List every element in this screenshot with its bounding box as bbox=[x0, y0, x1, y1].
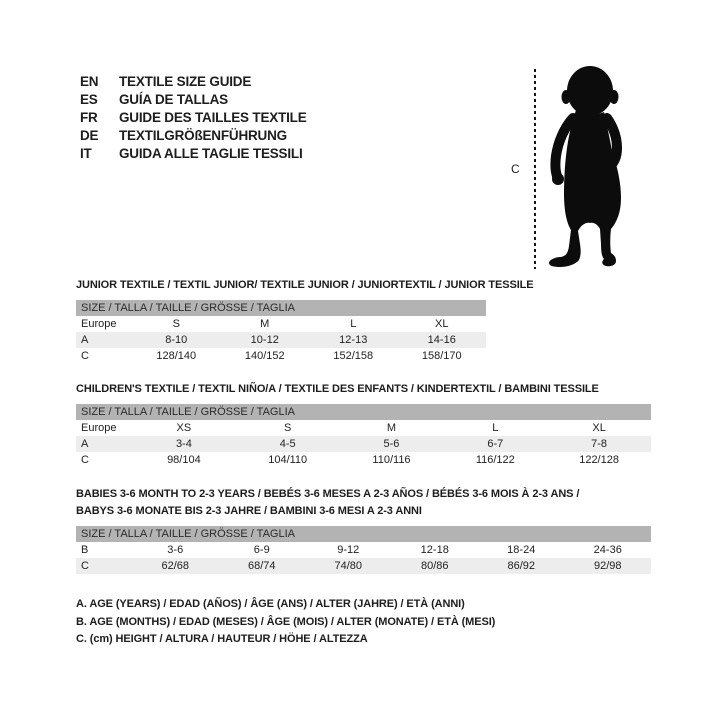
language-code: IT bbox=[80, 146, 92, 161]
babies-table-section bbox=[76, 486, 651, 574]
language-code: ES bbox=[80, 92, 98, 107]
junior-age-row bbox=[76, 332, 486, 348]
language-code: EN bbox=[80, 74, 99, 89]
table-cell: M bbox=[260, 318, 270, 330]
babies-size-header: SIZE / TALLA / TAILLE / GRÖSSE / TAGLIA bbox=[76, 526, 651, 542]
language-row-de bbox=[80, 127, 307, 145]
table-cell: 80/86 bbox=[420, 560, 449, 572]
table-cell: 116/122 bbox=[475, 454, 515, 466]
language-list bbox=[80, 73, 307, 163]
children-europe-row bbox=[76, 420, 651, 436]
table-cell: L bbox=[492, 422, 499, 434]
children-age-row bbox=[76, 436, 651, 452]
table-cell: 14-16 bbox=[427, 334, 456, 346]
table-cell: 3-4 bbox=[175, 438, 192, 450]
row-label: A bbox=[81, 438, 89, 450]
table-cell: 18-24 bbox=[507, 544, 536, 556]
language-row-it bbox=[80, 145, 307, 163]
language-row-es bbox=[80, 91, 307, 109]
junior-table-title: JUNIOR TEXTILE / TEXTIL JUNIOR/ TEXTILE JUNIOR / JUNIORTEXTIL / JUNIOR TESSILE bbox=[76, 279, 534, 291]
table-cell: S bbox=[284, 422, 292, 434]
table-cell: 74/80 bbox=[334, 560, 363, 572]
babies-table-title-line1: BABIES 3-6 MONTH TO 2-3 YEARS / BEBÉS 3-6 MESES A 2-3 AÑOS / BÉBÉS 3-6 MOIS À 2-3 ANS / bbox=[76, 488, 580, 500]
children-table-section bbox=[76, 381, 651, 468]
language-row-en bbox=[80, 73, 307, 91]
table-cell: 110/116 bbox=[372, 454, 411, 466]
language-label: TEXTILGRÖßENFÜHRUNG bbox=[119, 128, 287, 143]
table-cell: 158/170 bbox=[421, 350, 462, 362]
language-label: GUIDA ALLE TAGLIE TESSILI bbox=[119, 146, 303, 161]
table-cell: 8-10 bbox=[165, 334, 188, 346]
table-cell: 92/98 bbox=[593, 560, 622, 572]
table-cell: 152/158 bbox=[333, 350, 374, 362]
language-code: FR bbox=[80, 110, 98, 125]
table-cell: L bbox=[350, 318, 357, 330]
table-cell: 9-12 bbox=[337, 544, 360, 556]
table-cell: 104/110 bbox=[268, 454, 308, 466]
babies-table-title-line2: BABYS 3-6 MONATE BIS 2-3 JAHRE / BAMBINI 3-6 MESI A 2-3 ANNI bbox=[76, 505, 422, 517]
junior-table-section bbox=[76, 277, 534, 364]
junior-height-row bbox=[76, 348, 486, 364]
junior-europe-row bbox=[76, 316, 486, 332]
height-measure-label: C bbox=[511, 162, 520, 176]
table-cell: S bbox=[172, 318, 180, 330]
row-label: A bbox=[81, 334, 89, 346]
language-label: GUIDE DES TAILLES TEXTILE bbox=[119, 110, 307, 125]
language-code: DE bbox=[80, 128, 99, 143]
language-row-fr bbox=[80, 109, 307, 127]
babies-months-row bbox=[76, 542, 651, 558]
table-cell: 140/152 bbox=[244, 350, 285, 362]
babies-height-row bbox=[76, 558, 651, 574]
language-label: GUÍA DE TALLAS bbox=[119, 92, 228, 107]
table-cell: 62/68 bbox=[161, 560, 190, 572]
table-cell: 24-36 bbox=[593, 544, 622, 556]
row-label: Europe bbox=[81, 318, 117, 330]
table-cell: XL bbox=[592, 422, 606, 434]
table-cell: 10-12 bbox=[250, 334, 279, 346]
row-label: Europe bbox=[81, 422, 117, 434]
table-cell: 4-5 bbox=[279, 438, 296, 450]
footnote-a: A. AGE (YEARS) / EDAD (AÑOS) / ÂGE (ANS) / ALTER (JAHRE) / ETÀ (ANNI) bbox=[76, 598, 465, 610]
table-cell: 98/104 bbox=[167, 454, 201, 466]
language-label: TEXTILE SIZE GUIDE bbox=[119, 74, 252, 89]
table-cell: 86/92 bbox=[507, 560, 536, 572]
table-cell: 128/140 bbox=[156, 350, 197, 362]
children-size-header: SIZE / TALLA / TAILLE / GRÖSSE / TAGLIA bbox=[76, 404, 651, 420]
footnotes bbox=[76, 596, 495, 649]
table-cell: 6-9 bbox=[253, 544, 270, 556]
row-label: C bbox=[81, 454, 89, 466]
table-cell: XL bbox=[435, 318, 449, 330]
children-table-title: CHILDREN'S TEXTILE / TEXTIL NIÑO/A / TEXTILE DES ENFANTS / KINDERTEXTIL / BAMBINI TESSILE bbox=[76, 383, 599, 395]
table-cell: 5-6 bbox=[383, 438, 400, 450]
table-cell: 12-18 bbox=[420, 544, 449, 556]
table-cell: XS bbox=[176, 422, 192, 434]
footnote-c: C. (cm) HEIGHT / ALTURA / HAUTEUR / HÖHE / ALTEZZA bbox=[76, 633, 368, 645]
table-cell: M bbox=[386, 422, 397, 434]
table-cell: 7-8 bbox=[591, 438, 608, 450]
row-label: B bbox=[81, 544, 89, 556]
baby-silhouette-icon bbox=[545, 66, 633, 268]
footnote-b: B. AGE (MONTHS) / EDAD (MESES) / ÂGE (MOIS) / ALTER (MONATE) / ETÀ (MESI) bbox=[76, 615, 496, 628]
junior-size-header: SIZE / TALLA / TAILLE / GRÖSSE / TAGLIA bbox=[76, 300, 486, 316]
table-cell: 122/128 bbox=[579, 454, 619, 466]
table-cell: 6-7 bbox=[487, 438, 504, 450]
table-cell: 68/74 bbox=[247, 560, 276, 572]
row-label: C bbox=[81, 350, 89, 362]
children-height-row bbox=[76, 452, 651, 468]
table-cell: 3-6 bbox=[167, 544, 184, 556]
height-measure-line bbox=[534, 69, 536, 269]
row-label: C bbox=[81, 560, 89, 572]
table-cell: 12-13 bbox=[339, 334, 368, 346]
